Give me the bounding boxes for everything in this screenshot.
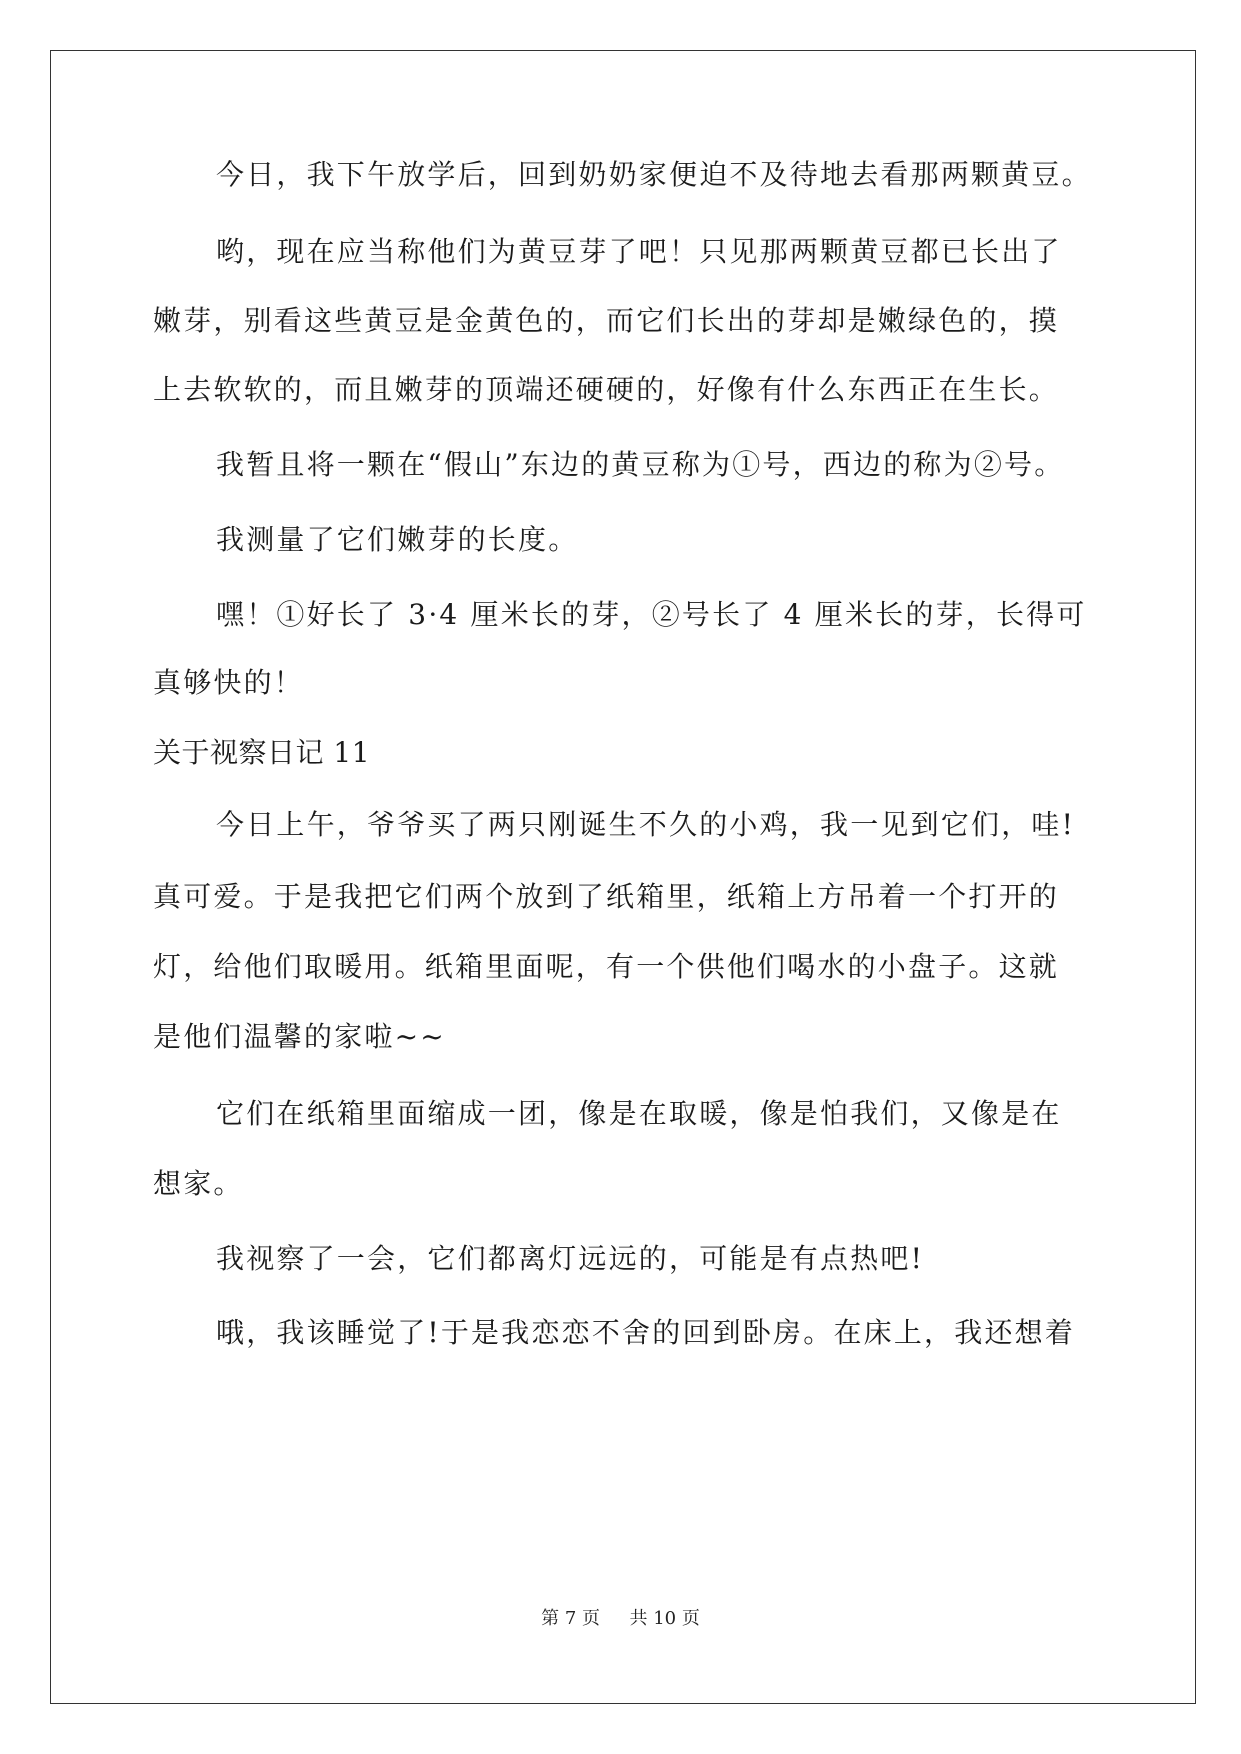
paragraph-line: 是他们温馨的家啦~~ <box>153 1020 446 1053</box>
page-number: 第 7 页 <box>541 1608 601 1629</box>
paragraph-line: 今日，我下午放学后，回到奶奶家便迫不及待地去看那两颗黄豆。 <box>216 158 1092 191</box>
paragraph-line: 哟，现在应当称他们为黄豆芽了吧！只见那两颗黄豆都已长出了 <box>216 235 1062 268</box>
paragraph-line: 上去软软的，而且嫩芽的顶端还硬硬的，好像有什么东西正在生长。 <box>153 373 1060 406</box>
section-heading: 关于视察日记 11 <box>153 736 371 769</box>
paragraph-line: 它们在纸箱里面缩成一团，像是在取暖，像是怕我们，又像是在 <box>216 1097 1062 1130</box>
paragraph-line: 嘿！①好长了 3·4 厘米长的芽，②号长了 4 厘米长的芽，长得可 <box>216 598 1087 631</box>
paragraph-line: 今日上午，爷爷买了两只刚诞生不久的小鸡，我一见到它们，哇! <box>216 808 1076 841</box>
paragraph-line: 我暂且将一颗在“假山”东边的黄豆称为①号，西边的称为②号。 <box>216 448 1065 481</box>
paragraph-line: 灯，给他们取暖用。纸箱里面呢，有一个供他们喝水的小盘子。这就 <box>153 950 1060 983</box>
paragraph-line: 想家。 <box>153 1167 244 1200</box>
paragraph-line: 嫩芽，别看这些黄豆是金黄色的，而它们长出的芽却是嫩绿色的，摸 <box>153 304 1060 337</box>
paragraph-line: 哦，我该睡觉了!于是我恋恋不舍的回到卧房。在床上，我还想着 <box>216 1316 1076 1349</box>
paragraph-line: 真可爱。于是我把它们两个放到了纸箱里，纸箱上方吊着一个打开的 <box>153 880 1060 913</box>
paragraph-line: 我视察了一会，它们都离灯远远的，可能是有点热吧! <box>216 1242 925 1275</box>
paragraph-line: 我测量了它们嫩芽的长度。 <box>216 523 579 556</box>
paragraph-line: 真够快的！ <box>153 666 305 699</box>
page-total: 共 10 页 <box>629 1608 700 1629</box>
page-footer <box>0 1604 1241 1630</box>
